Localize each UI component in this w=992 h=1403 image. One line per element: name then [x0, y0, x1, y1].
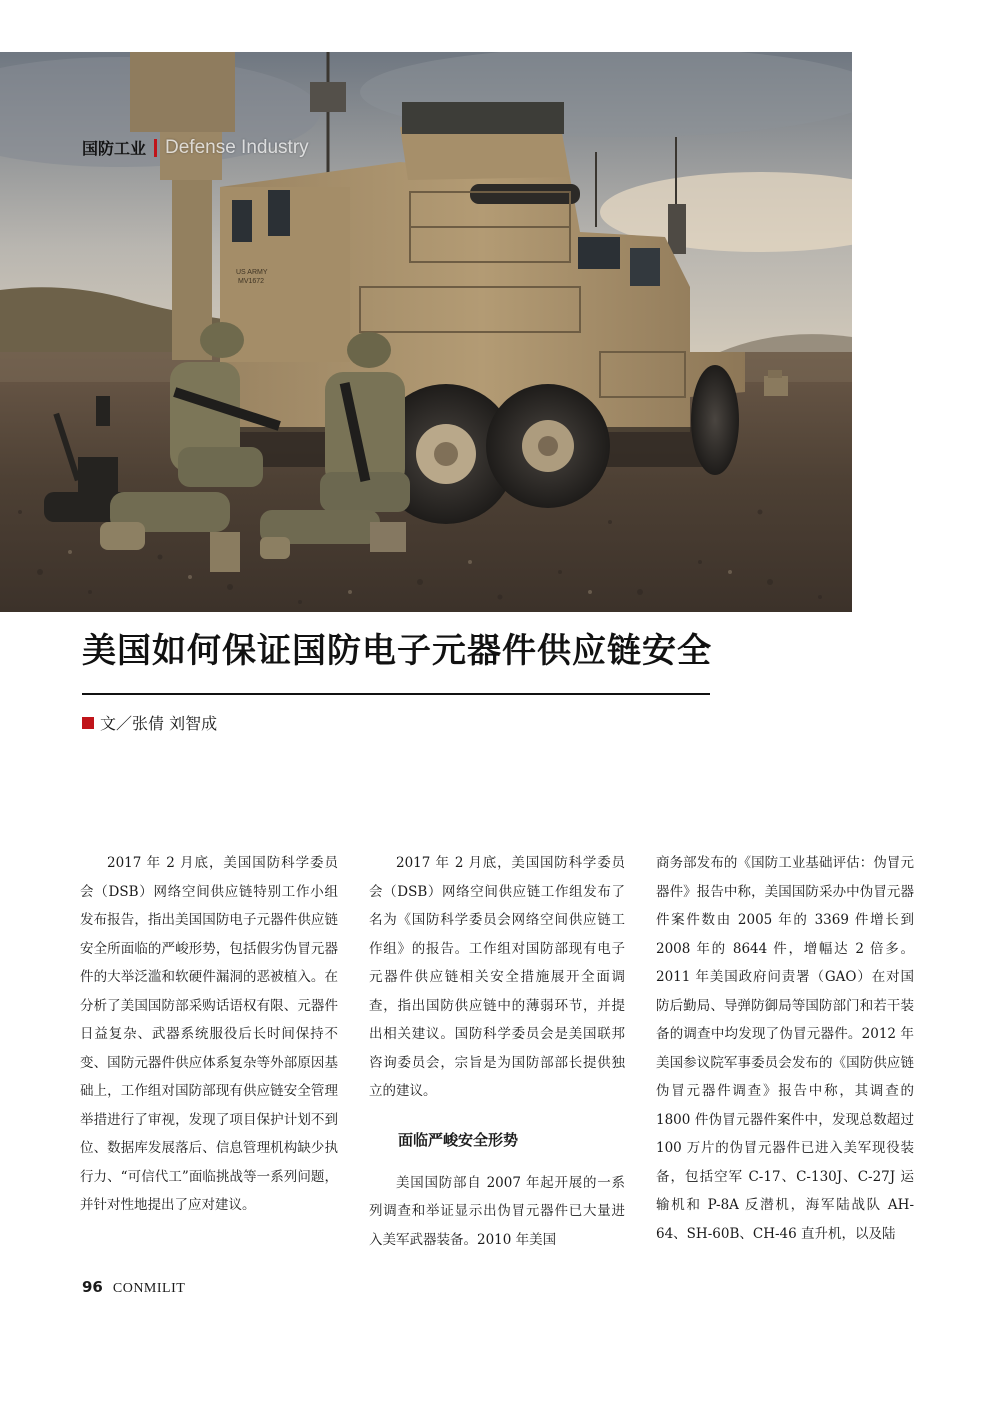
- vehicle-marking-2: MV1672: [238, 278, 265, 285]
- title-rule: [82, 693, 710, 695]
- column-3: [656, 849, 914, 1248]
- magazine-name: CONMILIT: [112, 1281, 186, 1296]
- column-2: [369, 849, 625, 1254]
- byline: [82, 711, 217, 734]
- column-1: [80, 849, 338, 1220]
- abstract-paragraph: 2017 年 2 月底，美国国防科学委员会（DSB）网络空间供应链特别工作小组发布报告，指出美国国防电子元器件供应链安全所面临的严峻形势，包括假劣伪冒元器件的大举泛滥和软硬件漏洞的恶被植入。在分析了美国国防部采购话语权有限、元器件日益复杂、武器系统服役后长时间保持不变、国防元器件供应体系复杂等外部原因基础上，工作组对国防部现有供应链安全管理举措进行了审视，发现了项目保护计划不到位、数据库发展落后、信息管理机构缺少执行力、“可信代工”面临挑战等一系列问题，并针对性地提出了应对建议。: [80, 855, 338, 1213]
- section-header: [82, 136, 309, 159]
- intro-paragraph: 2017 年 2 月底，美国国防科学委员会（DSB）网络空间供应链工作组发布了名为《国防科学委员会网络空间供应链工作组》的报告。工作组对国防部现有电子元器件供应链相关安全措施展开全面调查，指出国防供应链中的薄弱环节，并提出相关建议。国防科学委员会是美国联邦咨询委员会，宗旨是为国防部部长提供独立的建议。: [369, 855, 625, 1099]
- page-number: 96: [82, 1278, 103, 1296]
- byline-marker-icon: [82, 717, 94, 729]
- vehicle-marking-1: US ARMY: [236, 269, 268, 276]
- page-footer: [82, 1278, 185, 1297]
- section-subheading: 面临严峻安全形势: [398, 1130, 519, 1149]
- section-divider: [154, 139, 157, 157]
- section-name-en: Defense Industry: [165, 136, 309, 158]
- body-paragraph: 美国国防部自 2007 年起开展的一系列调查和举证显示出伪冒元器件已大量进入美军武器装备。2010 年美国: [369, 1174, 625, 1248]
- section-name-zh: 国防工业: [82, 139, 147, 158]
- byline-authors: 文／张倩 刘智成: [100, 714, 218, 733]
- article-title: 美国如何保证国防电子元器件供应链安全: [82, 631, 712, 671]
- body-paragraph-continued: 商务部发布的《国防工业基础评估：伪冒元器件》报告中称，美国国防采办中伪冒元器件案件数由 2005 年的 3369 件增长到 2008 年的 8644 件，增幅达 2 倍多。2011 年美国政府问责署（GAO）在对国防后勤局、导弹防御局等国防部门和若干装备的调查中均发现了伪冒元器件。2012 年美国参议院军事委员会发布的《国防供应链伪冒元器件调查》报告中称，其调查的 1800 件伪冒元器件案件中，发现总数超过 100 万片的伪冒元器件已进入美军现役装备，包括空军 C-17、C-130J、C-27J 运输机和 P-8A 反潜机，海军陆战队 AH-64、SH-60B、CH-46 直升机，以及陆: [656, 855, 914, 1242]
